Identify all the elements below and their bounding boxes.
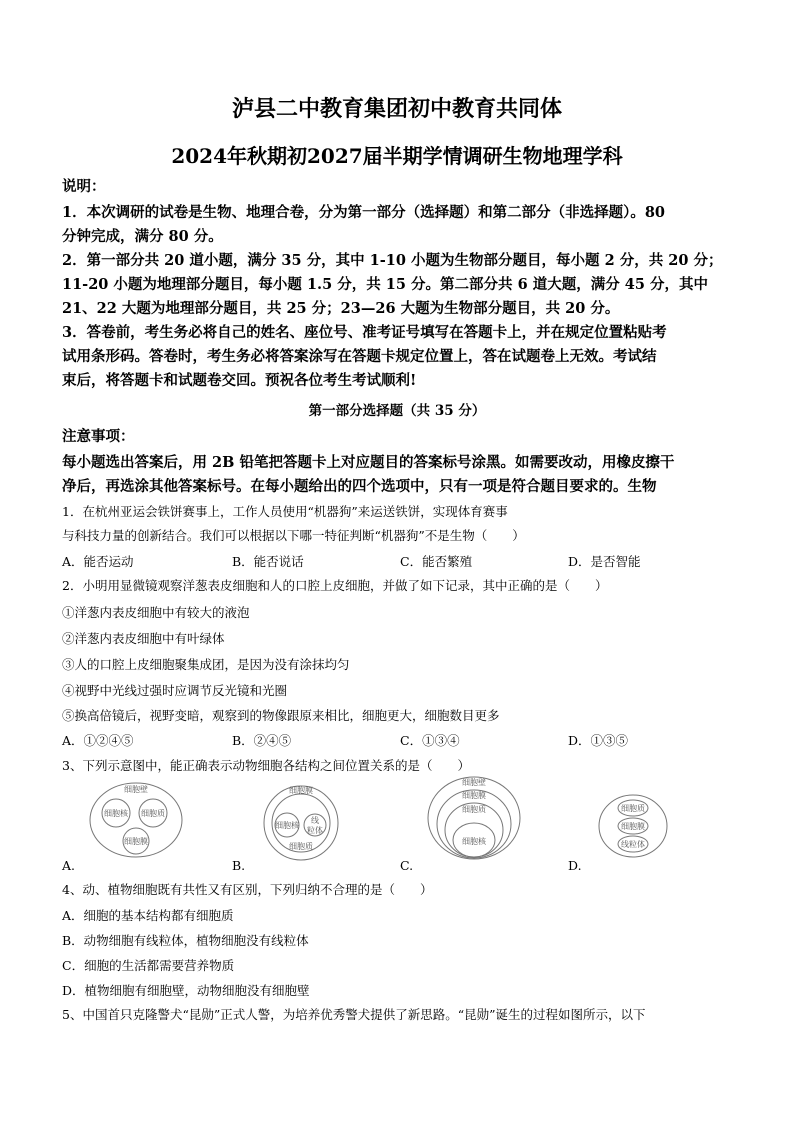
- label-cytoplasm: 细胞质: [462, 805, 486, 814]
- question-3-option-c[interactable]: C.: [400, 858, 414, 873]
- instructions-line: 试用条形码。答卷时，考生务必将答案涂写在答题卡规定位置上，答在试题卷上无效。考试结: [62, 348, 657, 365]
- question-4-option-c[interactable]: C．细胞的生活都需要营养物质: [62, 958, 235, 973]
- question-1-option-b[interactable]: B．能否说话: [232, 554, 304, 569]
- question-1-option-c[interactable]: C．能否繁殖: [400, 554, 473, 569]
- question-1-stem: 1．在杭州亚运会铁饼赛事上，工作人员使用“机器狗”来运送铁饼，实现体育赛事: [62, 504, 508, 519]
- instructions-line: 分钟完成，满分 80 分。: [62, 228, 223, 245]
- question-2-option-b[interactable]: B．②④⑤: [232, 733, 292, 748]
- question-3-option-a[interactable]: A.: [62, 858, 76, 873]
- question-2-item: ⑤换高倍镜后，视野变暗，观察到的物像跟原来相比，细胞更大，细胞数目更多: [62, 708, 500, 723]
- question-3-option-b[interactable]: B.: [232, 858, 246, 873]
- question-1-option-a[interactable]: A．能否运动: [62, 554, 134, 569]
- question-1-stem: 与科技力量的创新结合。我们可以根据以下哪一特征判断“机器狗”不是生物（ ）: [62, 528, 525, 543]
- exam-title-line1: 泸县二中教育集团初中教育共同体: [231, 96, 562, 122]
- question-2-item: ③人的口腔上皮细胞聚集成团，是因为没有涂抹均匀: [62, 657, 350, 672]
- question-4-stem: 4、动、植物细胞既有共性又有区别，下列归纳不合理的是（ ）: [62, 882, 433, 897]
- label-cell-membrane: 细胞膜: [124, 837, 148, 846]
- svg-text:粒体: 粒体: [307, 826, 323, 835]
- question-2-item: ④视野中光线过强时应调节反光镜和光圈: [62, 683, 288, 698]
- instructions-line: 2．第一部分共 20 道小题，满分 35 分，其中 1-10 小题为生物部分题目，每小题 2 分，共 20 分；: [62, 252, 723, 269]
- question-2-item: ②洋葱内表皮细胞中有叶绿体: [62, 631, 225, 646]
- question-3-option-d[interactable]: D.: [568, 858, 582, 873]
- label-cell-membrane: 细胞膜: [289, 786, 313, 795]
- instructions-line: 3．答卷前，考生务必将自己的姓名、座位号、准考证号填写在答题卡上，并在规定位置粘贴考: [62, 324, 667, 341]
- cell-diagram-b: [256, 783, 346, 863]
- label-cytoplasm: 细胞质: [289, 842, 313, 851]
- label-cell-membrane: 细胞膜: [462, 791, 486, 800]
- question-2-option-c[interactable]: C．①③④: [400, 733, 460, 748]
- label-nucleus: 细胞核: [104, 809, 128, 818]
- question-4-option-b[interactable]: B．动物细胞有线粒体，植物细胞没有线粒体: [62, 933, 309, 948]
- question-4-option-d[interactable]: D．植物细胞有细胞壁，动物细胞没有细胞壁: [62, 983, 310, 998]
- label-cell-membrane: 细胞膜: [621, 822, 645, 831]
- label-nucleus: 细胞核: [275, 821, 299, 830]
- notes-line: 每小题选出答案后，用 2B 铅笔把答题卡上对应题目的答案标号涂黑。如需要改动，用橡皮擦干: [62, 454, 675, 471]
- question-2-option-a[interactable]: A．①②④⑤: [62, 733, 134, 748]
- label-cell-wall: 细胞壁: [124, 785, 148, 794]
- instructions-line: 21、22 大题为地理部分题目，共 25 分；23—26 大题为生物部分题目，共 20 分。: [62, 300, 620, 317]
- cell-diagram-d: [596, 793, 670, 859]
- label-nucleus: 细胞核: [462, 837, 486, 846]
- question-3-stem: 3、下列示意图中，能正确表示动物细胞各结构之间位置关系的是（ ）: [62, 758, 470, 773]
- label-mitochondria: 线粒体: [621, 840, 645, 849]
- label-cytoplasm: 细胞质: [621, 804, 645, 813]
- question-1-option-d[interactable]: D．是否智能: [568, 554, 641, 569]
- instructions-heading: 说明：: [62, 178, 106, 195]
- label-cytoplasm: 细胞质: [141, 809, 165, 818]
- question-5-stem: 5、中国首只克隆警犬“昆勋”正式人警，为培养优秀警犬提供了新思路。“昆勋”诞生的过程如图所示，以下: [62, 1007, 646, 1022]
- exam-title-line2: 2024年秋期初2027届半期学情调研生物地理学科: [171, 144, 623, 168]
- notes-line: 净后，再选涂其他答案标号。在每小题给出的四个选项中，只有一项是符合题目要求的。生物: [62, 478, 657, 495]
- cell-diagram-c: [426, 772, 522, 860]
- cell-diagram-a: [86, 780, 186, 860]
- instructions-line: 1．本次调研的试卷是生物、地理合卷，分为第一部分（选择题）和第二部分（非选择题）。80: [62, 204, 666, 221]
- label-cell-wall: 细胞壁: [462, 778, 486, 787]
- question-4-option-a[interactable]: A．细胞的基本结构都有细胞质: [62, 908, 234, 923]
- question-2-stem: 2．小明用显微镜观察洋葱表皮细胞和人的口腔上皮细胞，并做了如下记录，其中正确的是（ ）: [62, 578, 608, 593]
- svg-text:线: 线: [311, 816, 319, 825]
- section-title: 第一部分选择题（共 35 分）: [308, 403, 486, 419]
- question-2-item: ①洋葱内表皮细胞中有较大的液泡: [62, 605, 250, 620]
- instructions-line: 束后，将答题卡和试题卷交回。预祝各位考生考试顺利!: [62, 372, 417, 389]
- question-2-option-d[interactable]: D．①③⑤: [568, 733, 629, 748]
- instructions-line: 11-20 小题为地理部分题目，每小题 1.5 分，共 15 分。第二部分共 6 道大题，满分 45 分，其中: [62, 276, 708, 293]
- notes-heading: 注意事项：: [62, 428, 135, 445]
